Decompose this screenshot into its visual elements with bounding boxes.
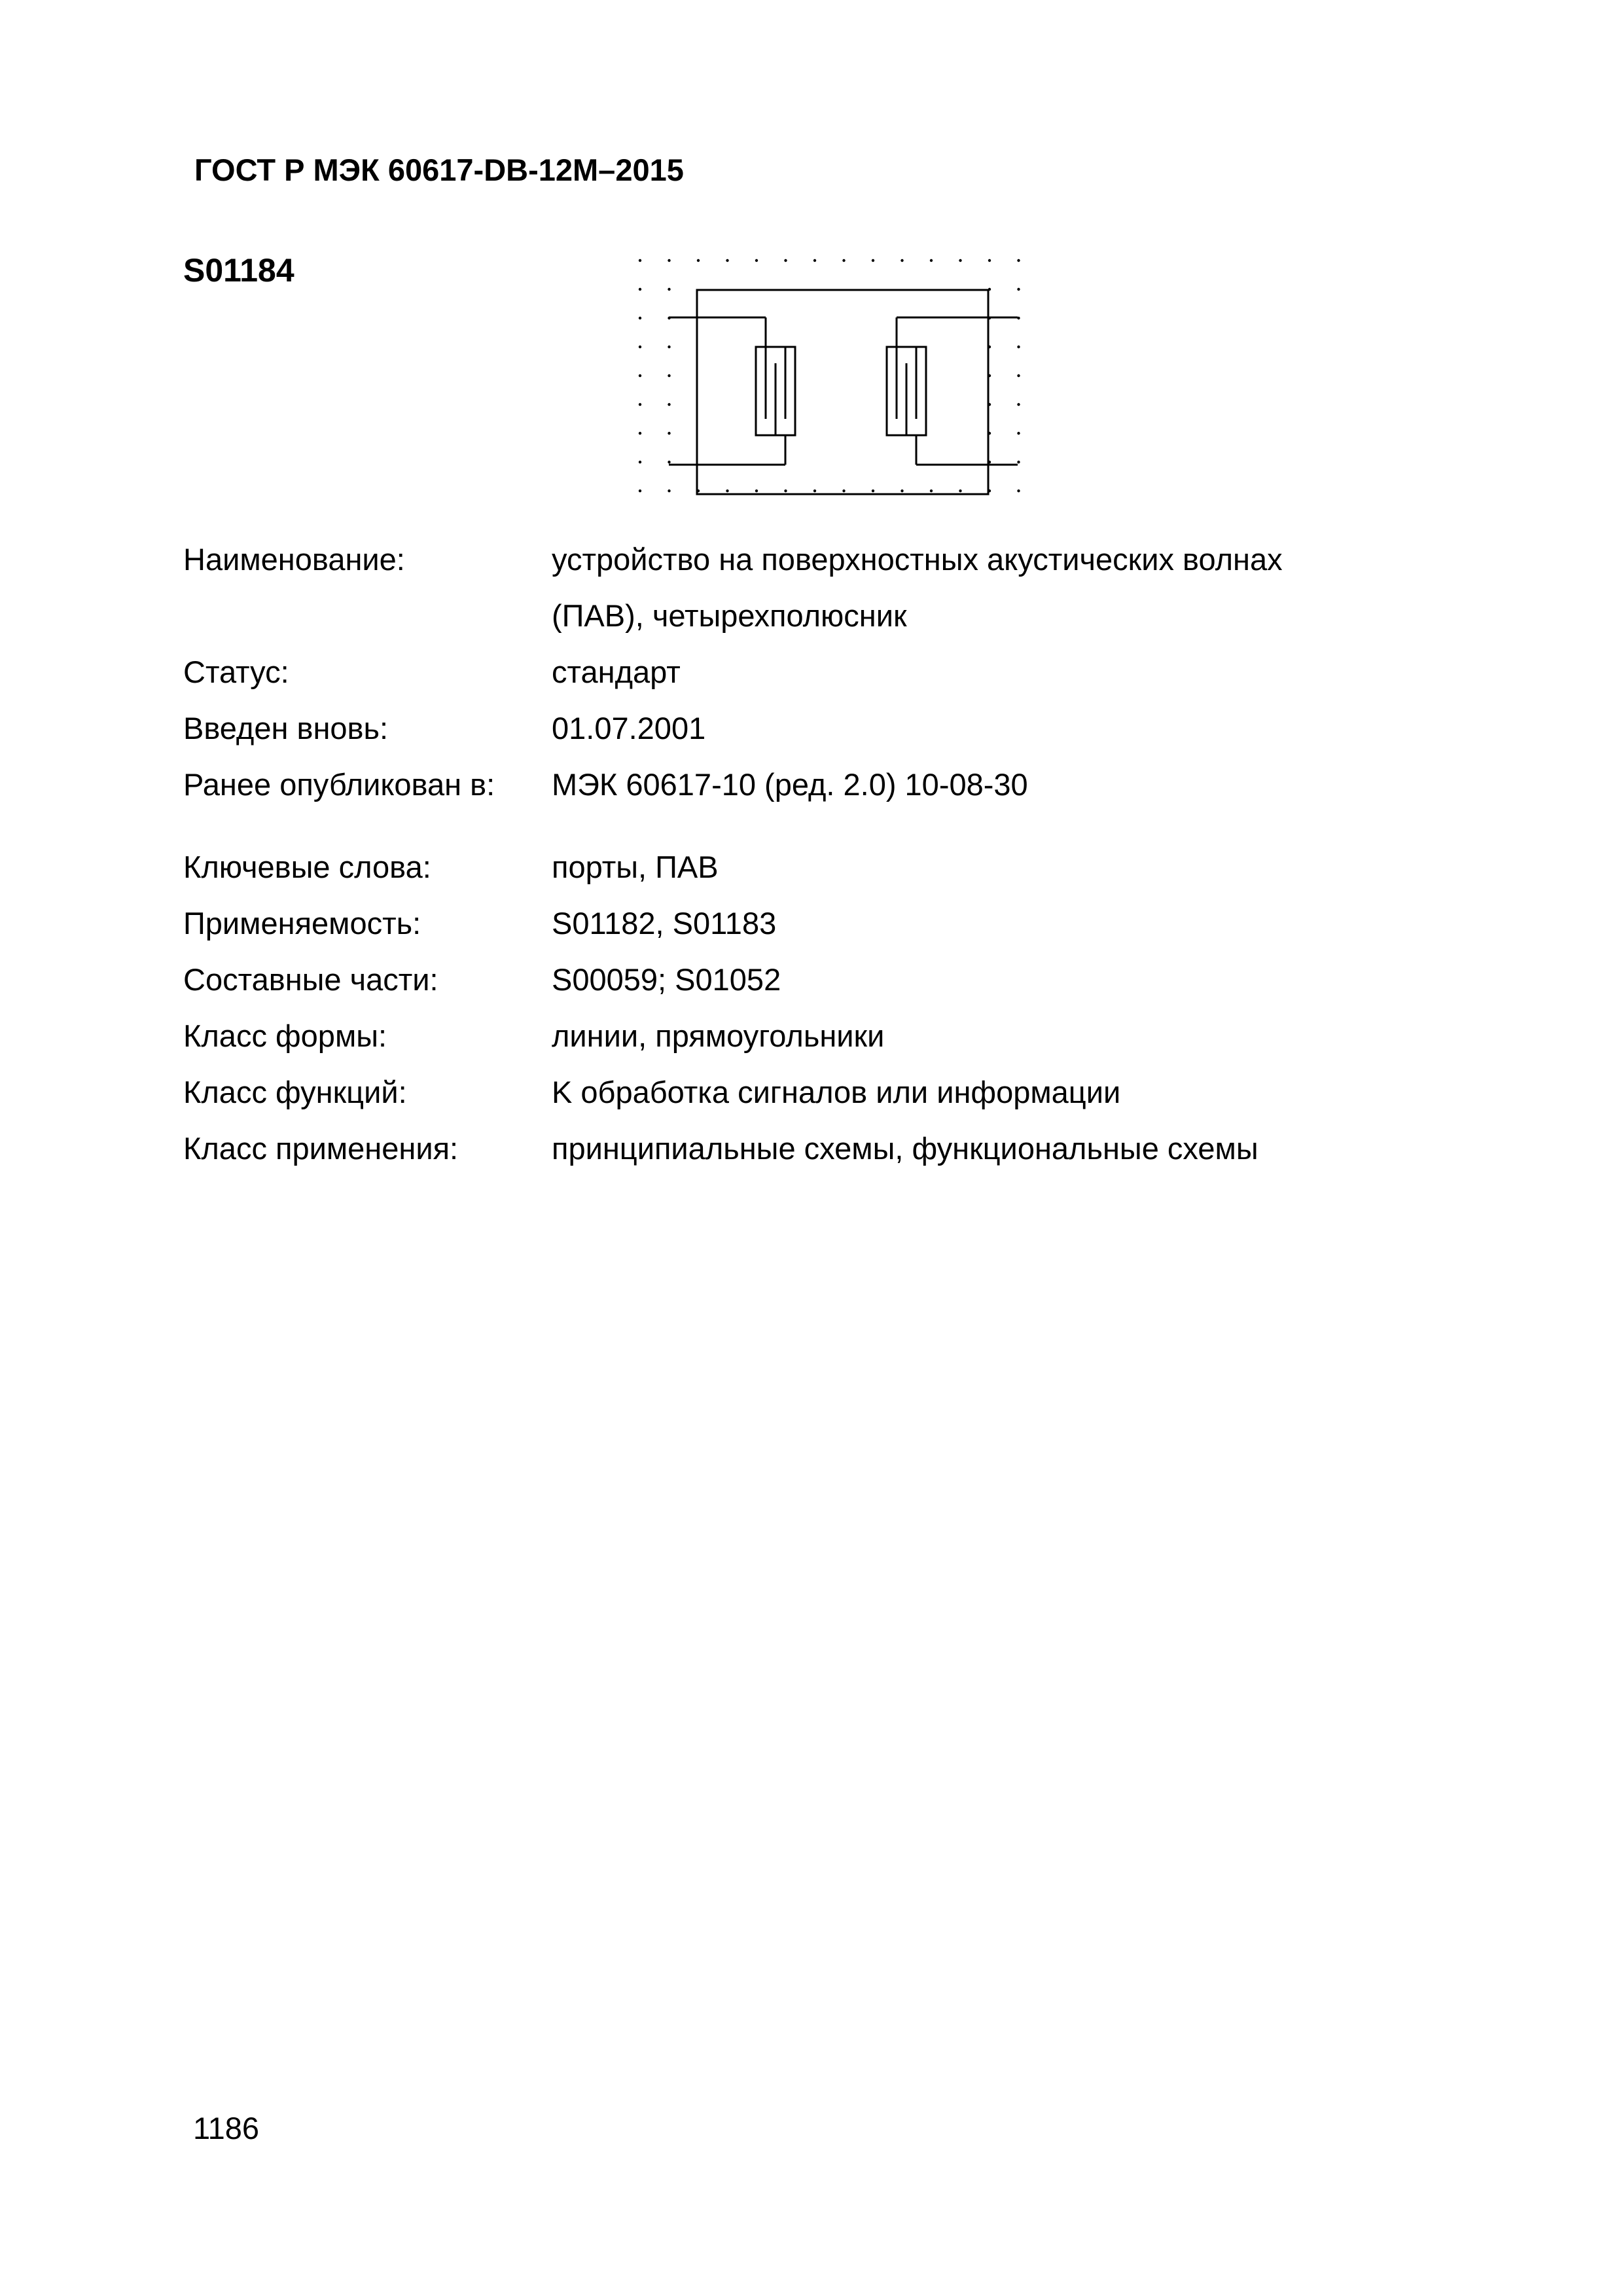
property-row-components	[183, 952, 1492, 1008]
grid-dot	[959, 490, 961, 492]
grid-dot	[755, 259, 758, 262]
properties-table	[183, 531, 1492, 1177]
property-value: порты, ПАВ	[552, 850, 719, 884]
property-value: K обработка сигналов или информации	[552, 1075, 1121, 1109]
symbol-code: S01184	[183, 252, 294, 289]
grid-dot	[1017, 374, 1020, 377]
property-value	[552, 531, 1492, 644]
grid-dot	[697, 259, 700, 262]
property-row-previously-published	[183, 757, 1492, 813]
property-value: S00059; S01052	[552, 962, 781, 997]
grid-dot	[842, 490, 845, 492]
grid-dot	[668, 490, 670, 492]
grid-dot	[726, 259, 728, 262]
grid-dot	[784, 490, 787, 492]
grid-dot	[639, 259, 641, 262]
grid-dot	[668, 432, 670, 435]
grid-dot	[1017, 346, 1020, 348]
grid-dot	[668, 374, 670, 377]
grid-dot	[930, 490, 933, 492]
property-label: Применяемость:	[183, 906, 421, 941]
property-label: Класс формы:	[183, 1018, 387, 1053]
grid-dots	[639, 259, 1020, 492]
grid-dot	[726, 490, 728, 492]
grid-dot	[668, 461, 670, 463]
outer-rectangle	[697, 290, 988, 494]
property-row-function-class	[183, 1064, 1492, 1121]
grid-dot	[668, 259, 670, 262]
grid-dot	[668, 346, 670, 348]
property-row-applicability	[183, 895, 1492, 952]
grid-dot	[639, 317, 641, 319]
symbol-lines	[669, 290, 1018, 494]
property-value-line: (ПАВ), четырехполюсник	[552, 598, 907, 633]
document-header: ГОСТ Р МЭК 60617-DB-12M–2015	[194, 152, 684, 187]
grid-dot	[930, 259, 933, 262]
grid-dot	[1017, 461, 1020, 463]
grid-dot	[639, 490, 641, 492]
grid-dot	[1017, 288, 1020, 291]
grid-dot	[1017, 403, 1020, 406]
property-row-shape-class	[183, 1008, 1492, 1064]
grid-dot	[639, 432, 641, 435]
property-row-introduced	[183, 700, 1492, 757]
property-value-line: устройство на поверхностных акустических волнах	[552, 542, 1283, 577]
grid-dot	[813, 490, 816, 492]
grid-dot	[639, 288, 641, 291]
property-label: Ключевые слова:	[183, 850, 431, 884]
property-row-application-class	[183, 1121, 1492, 1177]
property-label: Статус:	[183, 655, 289, 689]
property-row-keywords	[183, 839, 1492, 895]
property-value: МЭК 60617-10 (ред. 2.0) 10-08-30	[552, 767, 1028, 802]
grid-dot	[639, 403, 641, 406]
property-label: Введен вновь:	[183, 711, 389, 745]
grid-dot	[1017, 259, 1020, 262]
grid-dot	[901, 259, 903, 262]
property-label: Ранее опубликован в:	[183, 767, 495, 802]
grid-dot	[639, 461, 641, 463]
property-value: линии, прямоугольники	[552, 1018, 885, 1053]
page-number: 1186	[193, 2111, 260, 2145]
grid-dot	[668, 403, 670, 406]
property-label: Класс функций:	[183, 1075, 407, 1109]
property-value: принципиальные схемы, функциональные схемы	[552, 1131, 1258, 1166]
grid-dot	[668, 288, 670, 291]
grid-dot	[872, 490, 874, 492]
grid-dot	[872, 259, 874, 262]
grid-dot	[988, 259, 991, 262]
property-label: Класс применения:	[183, 1131, 459, 1166]
grid-dot	[1017, 432, 1020, 435]
grid-dot	[901, 490, 903, 492]
grid-dot	[639, 374, 641, 377]
property-row-name	[183, 531, 1492, 644]
property-label: Наименование:	[183, 542, 405, 577]
grid-dot	[1017, 490, 1020, 492]
grid-dot	[959, 259, 961, 262]
property-value: 01.07.2001	[552, 711, 706, 745]
grid-dot	[755, 490, 758, 492]
grid-dot	[813, 259, 816, 262]
property-row-status	[183, 644, 1492, 700]
grid-dot	[842, 259, 845, 262]
grid-dot	[639, 346, 641, 348]
property-label: Составные части:	[183, 962, 438, 997]
property-value: S01182, S01183	[552, 906, 777, 941]
grid-dot	[784, 259, 787, 262]
property-value: стандарт	[552, 655, 681, 689]
saw-two-port-symbol	[0, 0, 1623, 537]
